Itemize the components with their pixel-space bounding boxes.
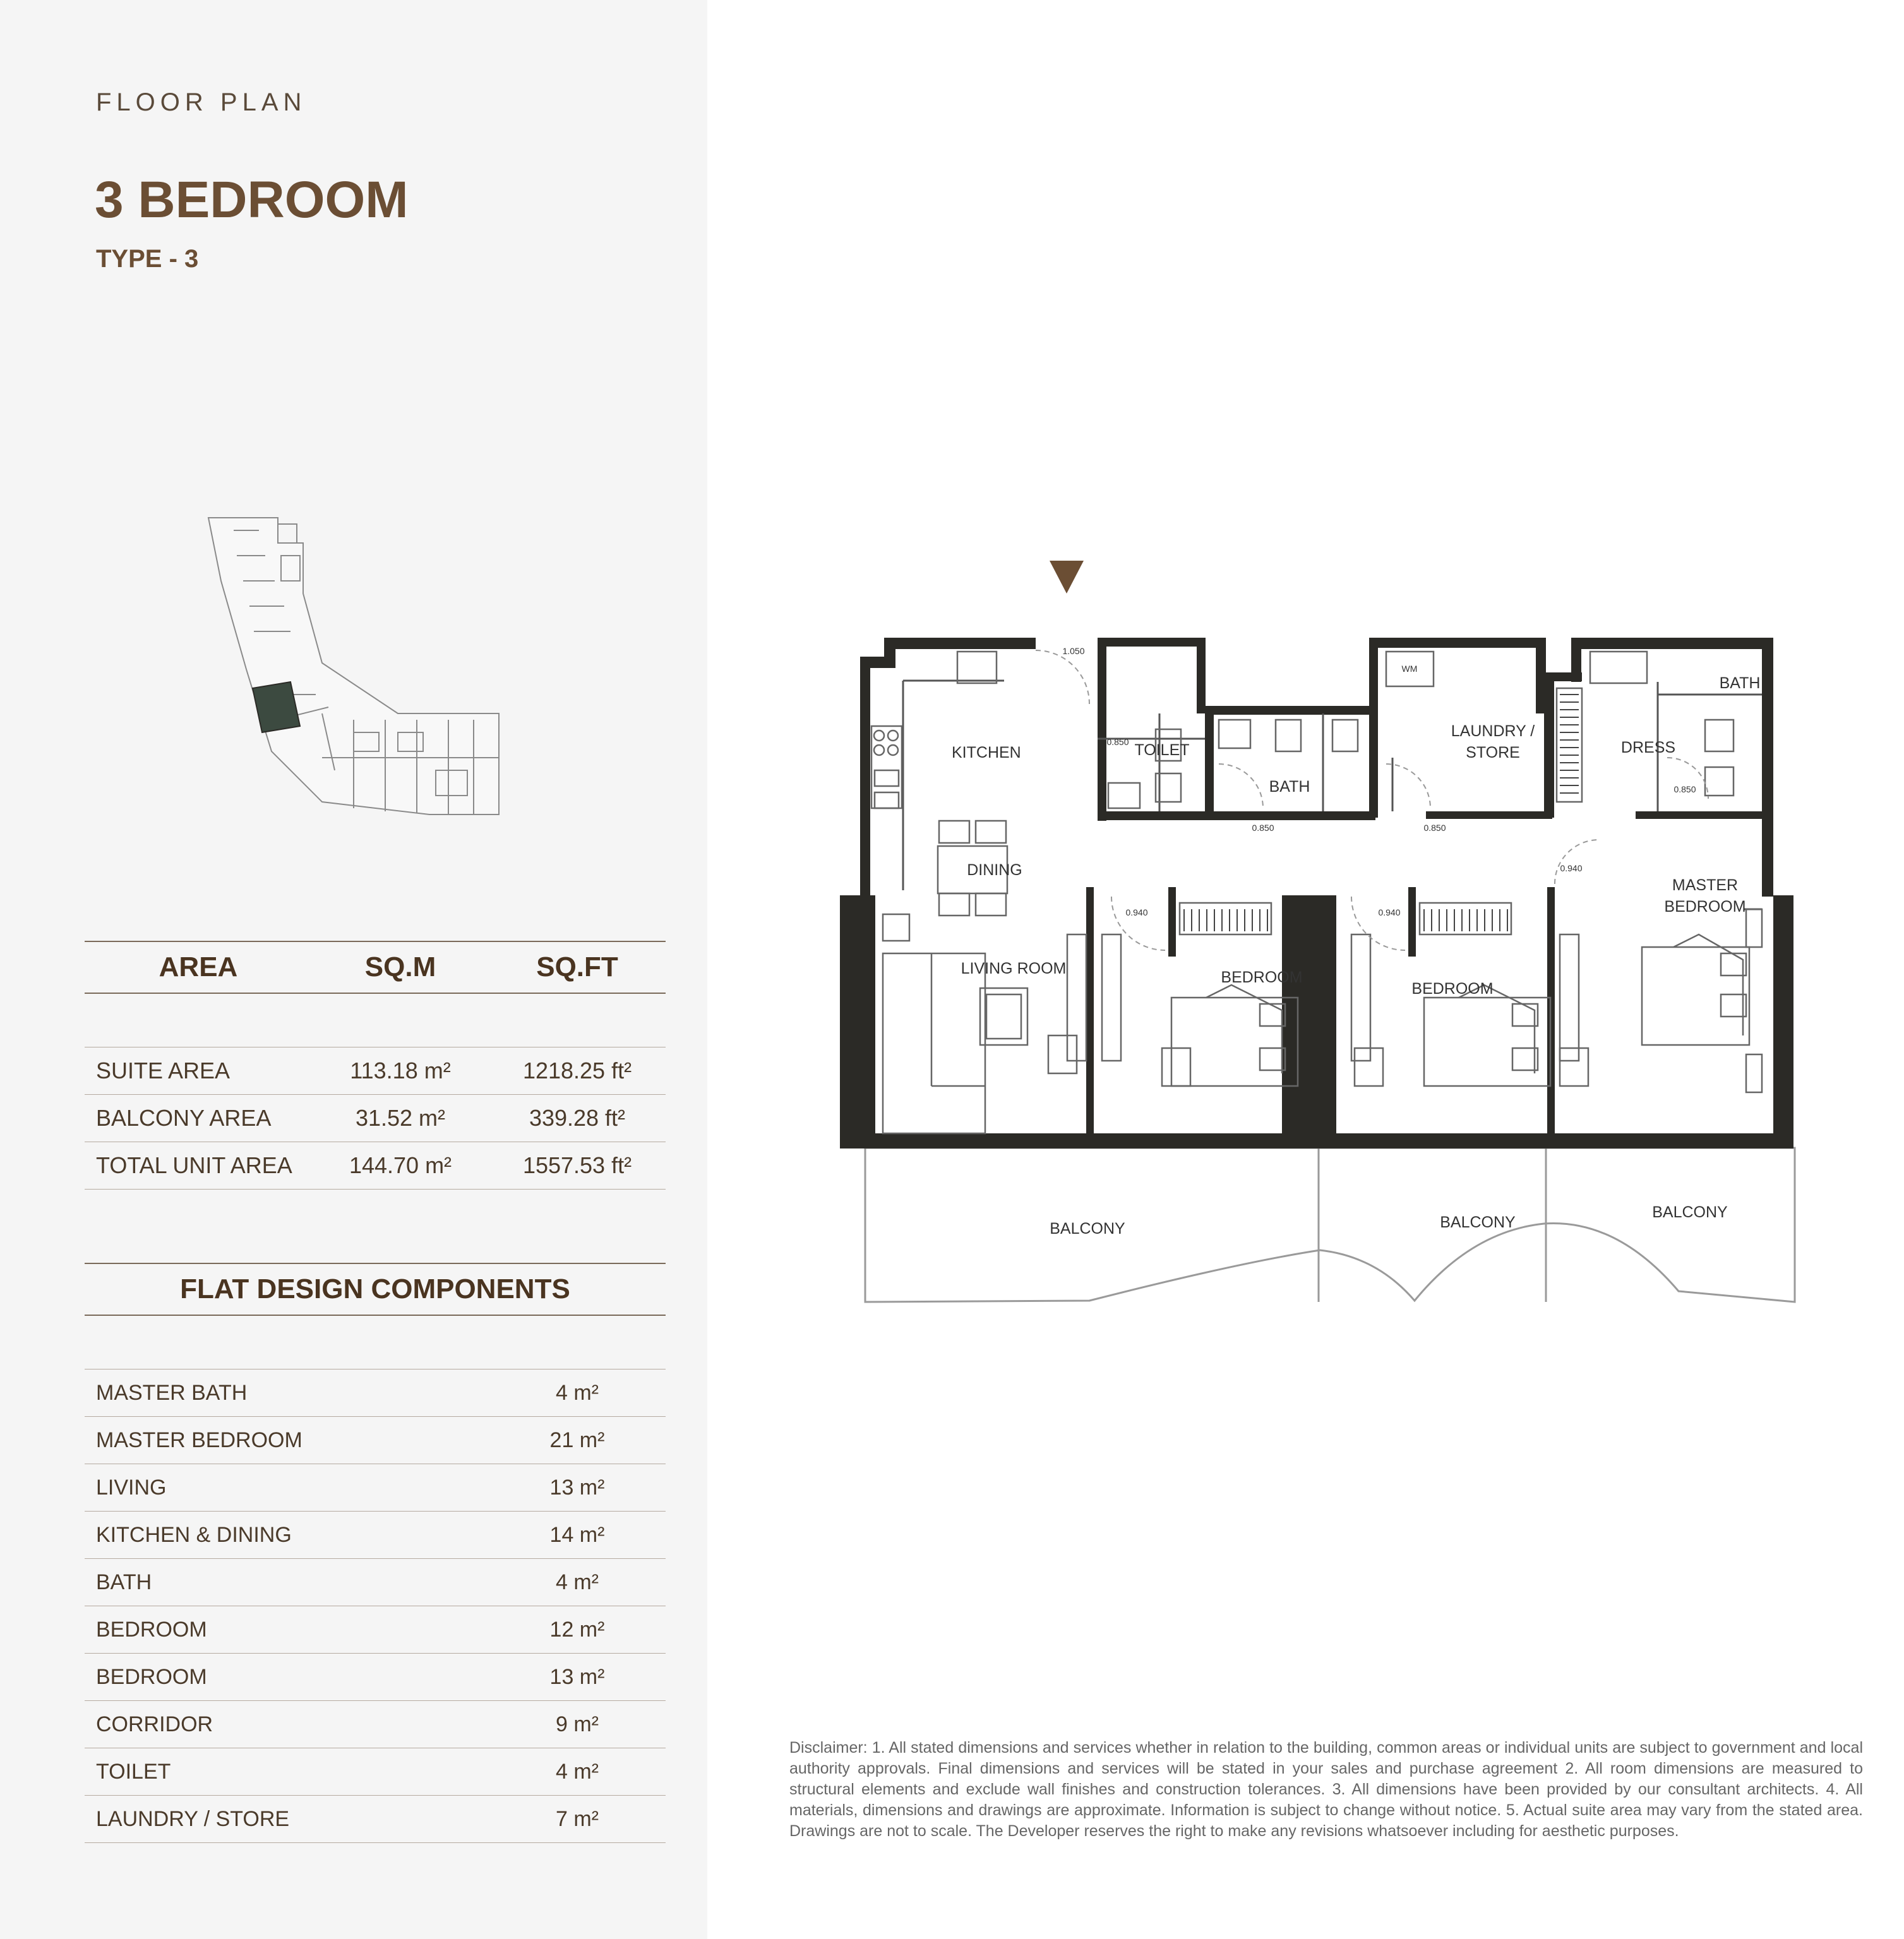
col-header-sqm: SQ.M xyxy=(364,952,436,982)
component-label: BEDROOM xyxy=(96,1617,207,1642)
component-value: 14 m² xyxy=(549,1522,605,1547)
table-row xyxy=(85,1417,666,1464)
component-label: LIVING xyxy=(96,1475,167,1500)
room-label-balcony-3: BALCONY xyxy=(1652,1203,1728,1221)
row-label: SUITE AREA xyxy=(96,1058,231,1083)
components-title: FLAT DESIGN COMPONENTS xyxy=(85,1263,666,1316)
table-row xyxy=(85,1748,666,1796)
room-label-dress: DRESS xyxy=(1620,739,1676,756)
table-row xyxy=(85,1142,666,1190)
key-plan-diagram xyxy=(196,505,524,833)
component-label: TOILET xyxy=(96,1759,171,1784)
row-label: TOTAL UNIT AREA xyxy=(96,1152,292,1178)
room-label-dining: DINING xyxy=(967,861,1022,879)
eyebrow-label: FLOOR PLAN xyxy=(96,88,307,116)
appliance-label-wm: WM xyxy=(1401,664,1418,674)
row-sqm: 144.70 m² xyxy=(349,1152,452,1178)
component-label: MASTER BEDROOM xyxy=(96,1428,302,1452)
room-label-master-1: MASTER xyxy=(1672,876,1739,894)
component-value: 21 m² xyxy=(549,1428,605,1452)
dimension-label: 0.850 xyxy=(1106,737,1129,747)
component-label: BATH xyxy=(96,1570,152,1594)
table-row xyxy=(85,1047,666,1095)
dimension-label: 0.940 xyxy=(1125,907,1148,917)
page-title: 3 BEDROOM xyxy=(95,171,409,229)
room-label-master-bath: BATH xyxy=(1719,674,1761,692)
table-row xyxy=(85,1559,666,1606)
component-value: 12 m² xyxy=(549,1617,605,1642)
component-value: 7 m² xyxy=(556,1806,599,1831)
row-sqm: 113.18 m² xyxy=(350,1058,451,1083)
room-label-kitchen: KITCHEN xyxy=(952,744,1021,761)
dimension-label: 1.050 xyxy=(1062,646,1085,656)
col-header-sqft: SQ.FT xyxy=(536,952,618,982)
dimension-label: 0.940 xyxy=(1560,863,1583,873)
area-table-header xyxy=(85,941,666,994)
room-label-balcony-2: BALCONY xyxy=(1440,1214,1516,1231)
component-label: MASTER BATH xyxy=(96,1380,248,1405)
room-label-balcony-1: BALCONY xyxy=(1050,1220,1125,1238)
dimension-label: 0.850 xyxy=(1423,823,1446,833)
table-spacer xyxy=(85,994,666,1047)
row-sqft: 339.28 ft² xyxy=(529,1105,626,1131)
col-header-area: AREA xyxy=(159,952,238,982)
unit-type: TYPE - 3 xyxy=(96,245,199,273)
component-value: 4 m² xyxy=(556,1759,599,1784)
row-sqm: 31.52 m² xyxy=(355,1105,446,1131)
dimension-label: 0.850 xyxy=(1252,823,1274,833)
table-row xyxy=(85,1369,666,1417)
entrance-arrow-icon xyxy=(1050,561,1084,594)
component-label: CORRIDOR xyxy=(96,1712,213,1736)
table-row xyxy=(85,1654,666,1701)
dimension-label: 0.940 xyxy=(1378,907,1401,917)
balconies xyxy=(865,1148,1795,1302)
table-row xyxy=(85,1796,666,1843)
room-label-bath: BATH xyxy=(1269,778,1310,796)
floor-plan-drawing xyxy=(821,549,1831,1332)
table-row xyxy=(85,1095,666,1142)
room-label-laundry-2: STORE xyxy=(1466,744,1520,761)
room-label-bedroom-2: BEDROOM xyxy=(1411,980,1494,998)
table-spacer xyxy=(85,1316,666,1369)
row-label: BALCONY AREA xyxy=(96,1105,272,1131)
room-label-bedroom-1: BEDROOM xyxy=(1221,969,1303,986)
component-value: 13 m² xyxy=(549,1475,605,1500)
table-row xyxy=(85,1464,666,1512)
table-row xyxy=(85,1512,666,1559)
room-label-laundry-1: LAUNDRY / xyxy=(1451,722,1535,740)
component-label: BEDROOM xyxy=(96,1664,207,1689)
table-row xyxy=(85,1701,666,1748)
row-sqft: 1218.25 ft² xyxy=(522,1058,632,1083)
room-label-toilet: TOILET xyxy=(1134,741,1190,759)
table-row xyxy=(85,1606,666,1654)
component-label: KITCHEN & DINING xyxy=(96,1522,292,1547)
component-value: 4 m² xyxy=(556,1380,599,1405)
room-label-living: LIVING ROOM xyxy=(961,960,1067,977)
area-table xyxy=(85,941,666,1190)
left-panel xyxy=(0,0,707,1939)
row-sqft: 1557.53 ft² xyxy=(522,1152,632,1178)
component-value: 13 m² xyxy=(549,1664,605,1689)
component-label: LAUNDRY / STORE xyxy=(96,1806,290,1831)
dimension-label: 0.850 xyxy=(1673,784,1696,794)
component-value: 9 m² xyxy=(556,1712,599,1736)
disclaimer-text: Disclaimer: 1. All stated dimensions and services whether in relation to the building, common areas or individual units are subject to government and local authority approvals. Final dimensions and services will be stated in your sales and purchase agreement 2. All room dimensions are measured to structural elements and exclude wall finishes and construction tolerances. 3. All dimensions have been provided by our consultant architects. 4. All materials, dimensions and drawings are approximate. Information is subject to change without notice. 5. Actual suite area may vary from the stated area. Drawings are not to scale. The Developer reserves the right to make any revisions whatsoever including for aesthetic purposes. xyxy=(789,1739,1863,1840)
component-value: 4 m² xyxy=(556,1570,599,1594)
room-label-master-2: BEDROOM xyxy=(1664,898,1746,916)
components-table xyxy=(85,1263,666,1843)
